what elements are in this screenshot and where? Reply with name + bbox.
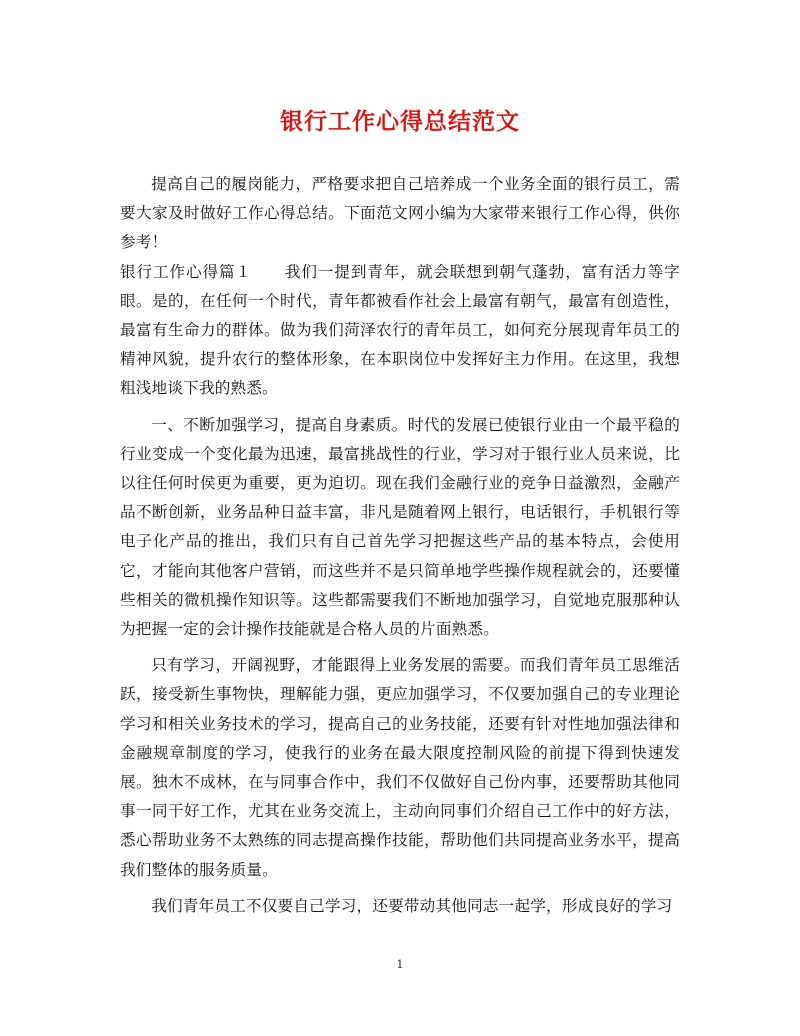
page-number: 1 bbox=[396, 958, 404, 971]
section-first-text: 我们一提到青年，就会联想到朝气蓬勃，富有活力等字眼。是的，在任何一个时代，青年都被看作社会上最富有朝气，最富有创造性，最富有生命力的群体。做为我们菏泽农行的青年员工，如何充分展现青年员工的精神风貌，提升农行的整体形象，在本职岗位中发挥好主力作用。在这里，我想粗浅地谈下我的熟悉。 bbox=[120, 262, 680, 398]
section-heading: 银行工作心得篇１ bbox=[120, 262, 285, 281]
document-title: 银行工作心得总结范文 bbox=[280, 108, 520, 135]
paragraph-3: 只有学习，开阔视野，才能跟得上业务发展的需要。而我们青年员工思维活跃，接受新生事物快，理解能力强，更应加强学习，不仅要加强自己的专业理论学习和相关业务技术的学习，提高自己的业务技能，还要有针对性地加强法律和金融规章制度的学习，使我行的业务在最大限度控制风险的前提下得到快速发展。独木不成林，在与同事合作中，我们不仅做好自己份内事，还要帮助其他同事一同干好工作，尤其在业务交流上，主动向同事们介绍自己工作中的好方法，悉心帮助业务不太熟练的同志提高操作技能，帮助他们共同提高业务水平，提高我们整体的服务质量。 bbox=[120, 656, 680, 879]
paragraph-2: 一、不断加强学习，提高自身素质。时代的发展已使银行业由一个最平稳的行业变成一个变化最为迅速，最富挑战性的行业，学习对于银行业人员来说，比以往任何时侯更为重要，更为迫切。现在我们金融行业的竞争日益激烈，金融产品不断创新，业务品种日益丰富，非凡是随着网上银行，电话银行，手机银行等电子化产品的推出，我们只有自己首先学习把握这些产品的基本特点，会使用它，才能向其他客户营销，而这些并不是只简单地学些操作规程就会的，还要懂些相关的微机操作知识等。这些都需要我们不断地加强学习，自觉地克服那种认为把握一定的会计操作技能就是合格人员的片面熟悉。 bbox=[120, 415, 680, 639]
intro-paragraph: 提高自己的履岗能力，严格要求把自己培养成一个业务全面的银行员工，需要大家及时做好工作心得总结。下面范文网小编为大家带来银行工作心得，供你参考！ bbox=[120, 175, 680, 252]
document-body bbox=[120, 170, 680, 921]
paragraph-4: 我们青年员工不仅要自己学习，还要带动其他同志一起学，形成良好的学习 bbox=[151, 896, 673, 915]
section-paragraph bbox=[120, 258, 680, 404]
